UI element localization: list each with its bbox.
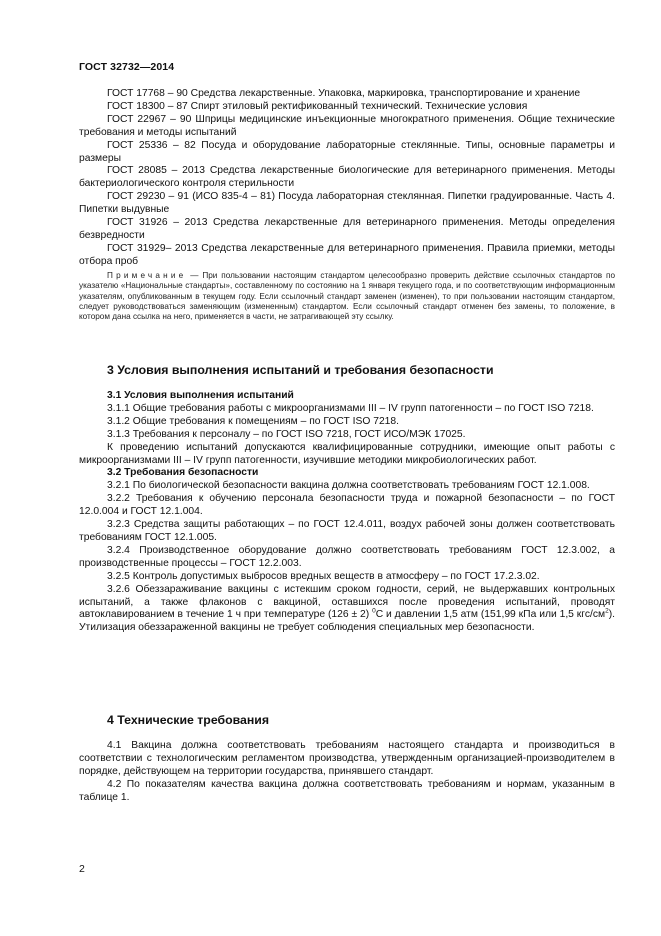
paragraph-3-2-5: 3.2.5 Контроль допустимых выбросов вредных веществ в атмосферу – по ГОСТ 17.2.3.02. — [107, 570, 540, 582]
note-text: — При пользовании настоящим стандартом целесообразно проверить действие ссылочных стандартов по указателю «Национальные стандарты», составленному по состоянию на 1 января текущего года, и по соответствующим информационным указателям, опубликованным в текущем году. Если ссылочный стандарт заменен (изменен), то при пользовании настоящим стандартом, следует руководствоваться заменяющим (измененным) стандартом. Если ссылочный стандарт отменен без замены, то положение, в котором дана ссылка на него, применяется в части, не затрагивающей эту ссылку. — [79, 270, 615, 322]
square-sup: 2 — [605, 607, 609, 615]
section-4-title: 4 Технические требования — [107, 713, 269, 727]
paragraph-3-2-6 — [79, 584, 615, 636]
paragraph-3-2-6-part-c: ). Утилизация обеззараженной вакцины не требует соблюдения специальных мер безопасности. — [79, 609, 615, 634]
reference-note — [79, 271, 615, 323]
reference-item: ГОСТ 17768 – 90 Средства лекарственные. Упаковка, маркировка, транспортирование и хранение — [107, 88, 581, 99]
paragraph-4-1: 4.1 Вакцина должна соответствовать требованиям настоящего стандарта и производиться в соответствии с технологическим регламентом производства, утвержденным организацией-производителем в порядке, действующем на территории государства, принявшего стандарт. — [79, 740, 615, 777]
paragraph-3-2-2: 3.2.2 Требования к обучению персонала безопасности труда и пожарной безопасности – по ГОСТ 12.0.004 и ГОСТ 12.1.004. — [79, 493, 615, 518]
subsection-3-2-title: 3.2 Требования безопасности — [107, 467, 259, 479]
paragraph-4-2: 4.2 По показателям качества вакцина должна соответствовать требованиям и нормам, указанным в таблице 1. — [79, 778, 615, 803]
paragraph-3-2-6-part-a: 3.2.6 Обеззараживание вакцины с истекшим сроком годности, серий, не выдержавших контрольных испытаний, а также флаконов с вакциной, оставшихся после проведения испытаний, проводят автоклавированием в течение 1 ч при температуре (126 ± 2) — [79, 583, 615, 621]
paragraph-3-2-4: 3.2.4 Производственное оборудование должно соответствовать требованиям ГОСТ 12.3.002, а производственные процессы – ГОСТ 12.2.003. — [79, 544, 615, 569]
paragraph-staff: К проведению испытаний допускаются квалифицированные сотрудники, имеющие опыт работы с микроорганизмами III – IV групп патогенности, изучившие методики микробиологических работ. — [79, 441, 615, 466]
section-4-body — [79, 740, 615, 805]
references-list — [79, 88, 615, 323]
section-3-body — [79, 390, 615, 635]
reference-item: ГОСТ 29230 – 91 (ИСО 835-4 – 81) Посуда лабораторная стеклянная. Пипетки градуированные. Часть 4. Пипетки выдувные — [79, 191, 615, 216]
paragraph-3-2-3: 3.2.3 Средства защиты работающих – по ГОСТ 12.4.011, воздух рабочей зоны должен соответствовать требованиям ГОСТ 12.1.005. — [79, 519, 615, 543]
section-3-title: 3 Условия выполнения испытаний и требования безопасности — [107, 363, 494, 377]
note-label: Примечание — [107, 270, 187, 280]
reference-item: ГОСТ 18300 – 87 Спирт этиловый ректификованный технический. Технические условия — [107, 100, 528, 112]
subsection-3-1-title: 3.1 Условия выполнения испытаний — [107, 390, 294, 401]
reference-item: ГОСТ 22967 – 90 Шприцы медицинские инъекционные многократного применения. Общие технические требования и методы испытаний — [79, 113, 615, 138]
page-number: 2 — [79, 863, 85, 875]
paragraph-3-1-3: 3.1.3 Требования к персоналу – по ГОСТ ISO 7218, ГОСТ ИСО/МЭК 17025. — [107, 428, 466, 440]
document-header: ГОСТ 32732—2014 — [79, 61, 175, 73]
degree-sup: 0 — [372, 607, 376, 615]
reference-item: ГОСТ 25336 – 82 Посуда и оборудование лабораторные стеклянные. Типы, основные параметры и размеры — [79, 139, 615, 164]
paragraph-3-2-6-part-b: С и давлении 1,5 атм (151,99 кПа или 1,5 кгс/см — [375, 609, 606, 621]
reference-item: ГОСТ 31926 – 2013 Средства лекарственные для ветеринарного применения. Методы определения безвредности — [79, 217, 615, 241]
paragraph-3-1-2: 3.1.2 Общие требования к помещениям – по ГОСТ ISO 7218. — [107, 415, 399, 427]
reference-item: ГОСТ 28085 – 2013 Средства лекарственные биологические для ветеринарного применения. Методы бактериологического контроля стерильности — [79, 165, 615, 190]
reference-item: ГОСТ 31929– 2013 Средства лекарственные для ветеринарного применения. Правила приемки, методы отбора проб — [79, 242, 615, 267]
paragraph-3-1-1: 3.1.1 Общие требования работы с микроорганизмами III – IV групп патогенности – по ГОСТ ISO 7218. — [107, 402, 594, 414]
paragraph-3-2-1: 3.2.1 По биологической безопасности вакцина должна соответствовать требованиям ГОСТ 12.1.008. — [107, 480, 590, 492]
